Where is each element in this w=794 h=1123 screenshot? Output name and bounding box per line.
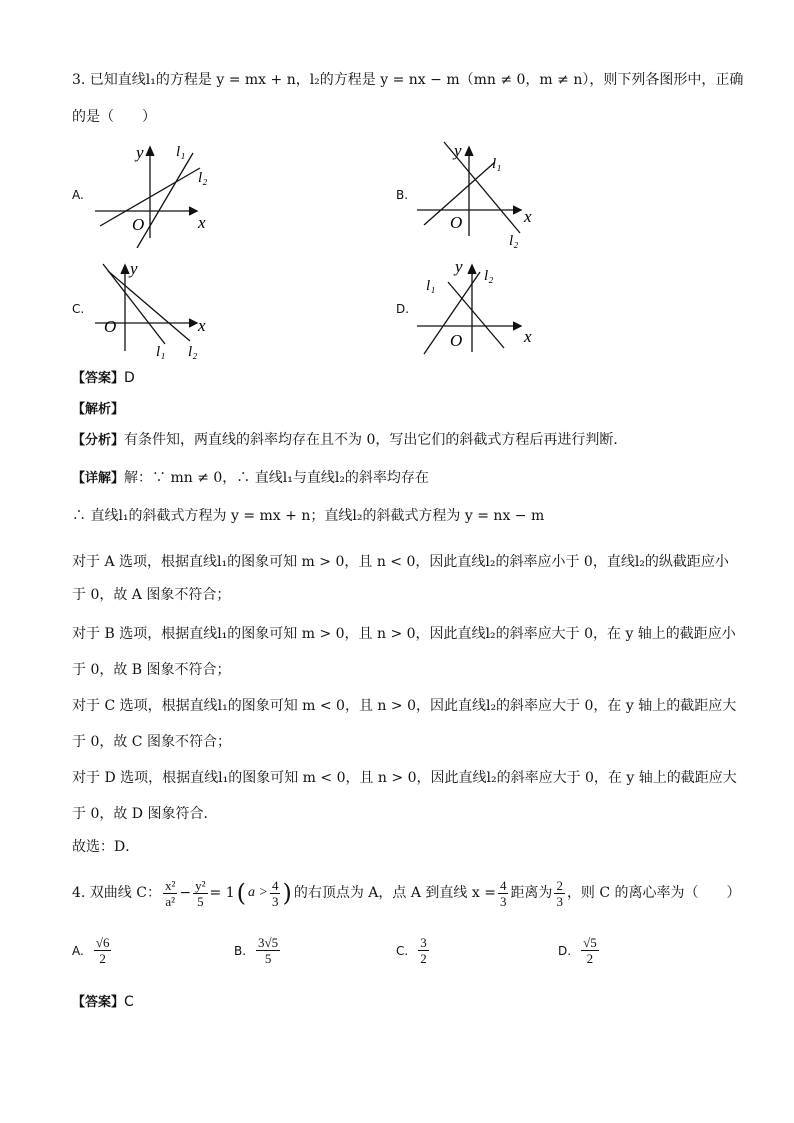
- option-a-figure: [90, 138, 230, 252]
- x-label: x: [198, 213, 206, 232]
- q3-detail-line3: 对于 A 选项，根据直线l₁的图象可知 m > 0，且 n < 0，因此直线l₂的斜率应小于 0，直线l₂的纵截距应小: [72, 554, 729, 570]
- frac-y2-5: $\frac{\text{y²}}{5}$: [195, 877, 206, 909]
- line-l2: [108, 271, 190, 341]
- option-b-label: B.: [396, 188, 409, 202]
- y-arrow: [468, 265, 476, 274]
- choice-a: A. $\frac{√6}{2}$: [72, 935, 110, 966]
- q3-detail-line1: 【详解】解：∵ mn ≠ 0，∴ 直线l₁与直线l₂的斜率均存在: [72, 470, 429, 486]
- line-l1: [137, 153, 193, 248]
- x-arrow: [513, 206, 521, 214]
- y-arrow: [465, 147, 473, 156]
- y-label: y: [454, 141, 462, 160]
- option-a-label: A.: [72, 188, 84, 202]
- q4-stem: 4. 双曲线 C： $\frac{\text{x²}}{\text{a²}}$ − $\frac{\text{y²}}{5}$ = 1 ( a > $\frac{4}{3}$ ) 的右顶点为 A，点 A 到直线 x = $\frac{4}{3}$ 距离为 $\frac{2}{3}$ ，则 C 的离心率为（ ）: [72, 877, 741, 909]
- q3-detail-line10: 于 0，故 D 图象符合．: [72, 806, 218, 822]
- q3-detail-line4: 于 0，故 A 图象不符合；: [72, 587, 231, 603]
- choice-b: B. $\frac{3√5}{5}$: [234, 935, 279, 966]
- frac-4-3-line: $\frac{4}{3}$: [499, 877, 507, 909]
- q3-detail-line8: 于 0，故 C 图象不符合；: [72, 734, 231, 750]
- origin-label: O: [132, 215, 145, 234]
- origin-label: O: [104, 317, 117, 336]
- frac-x2-a2: $\frac{\text{x²}}{\text{a²}}$: [164, 877, 176, 909]
- answer-tag: 【答案】: [72, 995, 125, 1010]
- y-label: y: [455, 257, 463, 276]
- x-arrow: [189, 319, 197, 327]
- q4-answer: [72, 992, 134, 1013]
- l1-label: l₁: [176, 144, 186, 160]
- l2-label: l₂: [509, 233, 519, 249]
- choice-d: D. $\frac{√5}{2}$: [558, 935, 597, 966]
- q3-detail-line6: 于 0，故 B 图象不符合；: [72, 662, 231, 678]
- q3-conclusion: 故选：D．: [72, 839, 140, 855]
- x-arrow: [189, 207, 197, 215]
- x-label: x: [524, 207, 532, 226]
- q3-detail-line9: 对于 D 选项，根据直线l₁的图象可知 m < 0，且 n > 0，因此直线l₂的斜率应大于 0，在 y 轴上的截距应大: [72, 770, 737, 786]
- answer-tag: 【答案】: [72, 371, 125, 386]
- q3-stem-line2: 的是（ ）: [72, 109, 156, 125]
- y-arrow: [121, 265, 129, 274]
- answer-value: D: [124, 370, 135, 386]
- q3-answer: [72, 368, 135, 389]
- frac-4-3-cond: $\frac{4}{3}$: [271, 877, 279, 909]
- q3-stem-line1: 3. 已知直线l₁的方程是 y = mx + n，l₂的方程是 y = nx − m（mn ≠ 0，m ≠ n），则下列各图形中，正确: [72, 72, 744, 88]
- l1-label: l₁: [492, 156, 502, 172]
- answer-value: C: [124, 994, 134, 1010]
- x-label: x: [524, 327, 532, 346]
- l2-label: l₂: [198, 170, 208, 186]
- y-label: y: [130, 259, 138, 278]
- y-arrow: [146, 147, 154, 156]
- q3-analysis-tag: 【解析】: [72, 402, 125, 417]
- q4-choices: [72, 935, 692, 977]
- q3-fenxi: 【分析】有条件知，两直线的斜率均存在且不为 0，写出它们的斜截式方程后再进行判断．: [72, 432, 628, 448]
- option-c-label: C.: [72, 302, 85, 316]
- option-d-label: D.: [396, 302, 410, 316]
- origin-label: O: [450, 213, 463, 232]
- origin-label: O: [450, 331, 463, 350]
- l1-label: l₁: [426, 278, 436, 294]
- l2-label: l₂: [188, 344, 198, 360]
- option-c-figure: [90, 256, 230, 370]
- q3-detail-line7: 对于 C 选项，根据直线l₁的图象可知 m < 0，且 n > 0，因此直线l₂的斜率应大于 0，在 y 轴上的截距应大: [72, 698, 737, 714]
- frac-2-3: $\frac{2}{3}$: [556, 877, 563, 909]
- q3-detail-line5: 对于 B 选项，根据直线l₁的图象可知 m > 0，且 n > 0，因此直线l₂的斜率应大于 0，在 y 轴上的截距应小: [72, 626, 736, 642]
- q3-detail-line2: ∴ 直线l₁的斜截式方程为 y = mx + n；直线l₂的斜截式方程为 y = nx − m: [72, 508, 545, 524]
- l1-label: l₁: [156, 344, 166, 360]
- option-b-figure: [412, 140, 552, 254]
- y-label: y: [136, 143, 144, 162]
- choice-c: C. $\frac{3}{2}$: [396, 935, 427, 966]
- l2-label: l₂: [484, 268, 494, 284]
- option-d-figure: [412, 256, 552, 370]
- x-arrow: [513, 322, 521, 330]
- x-label: x: [198, 316, 206, 335]
